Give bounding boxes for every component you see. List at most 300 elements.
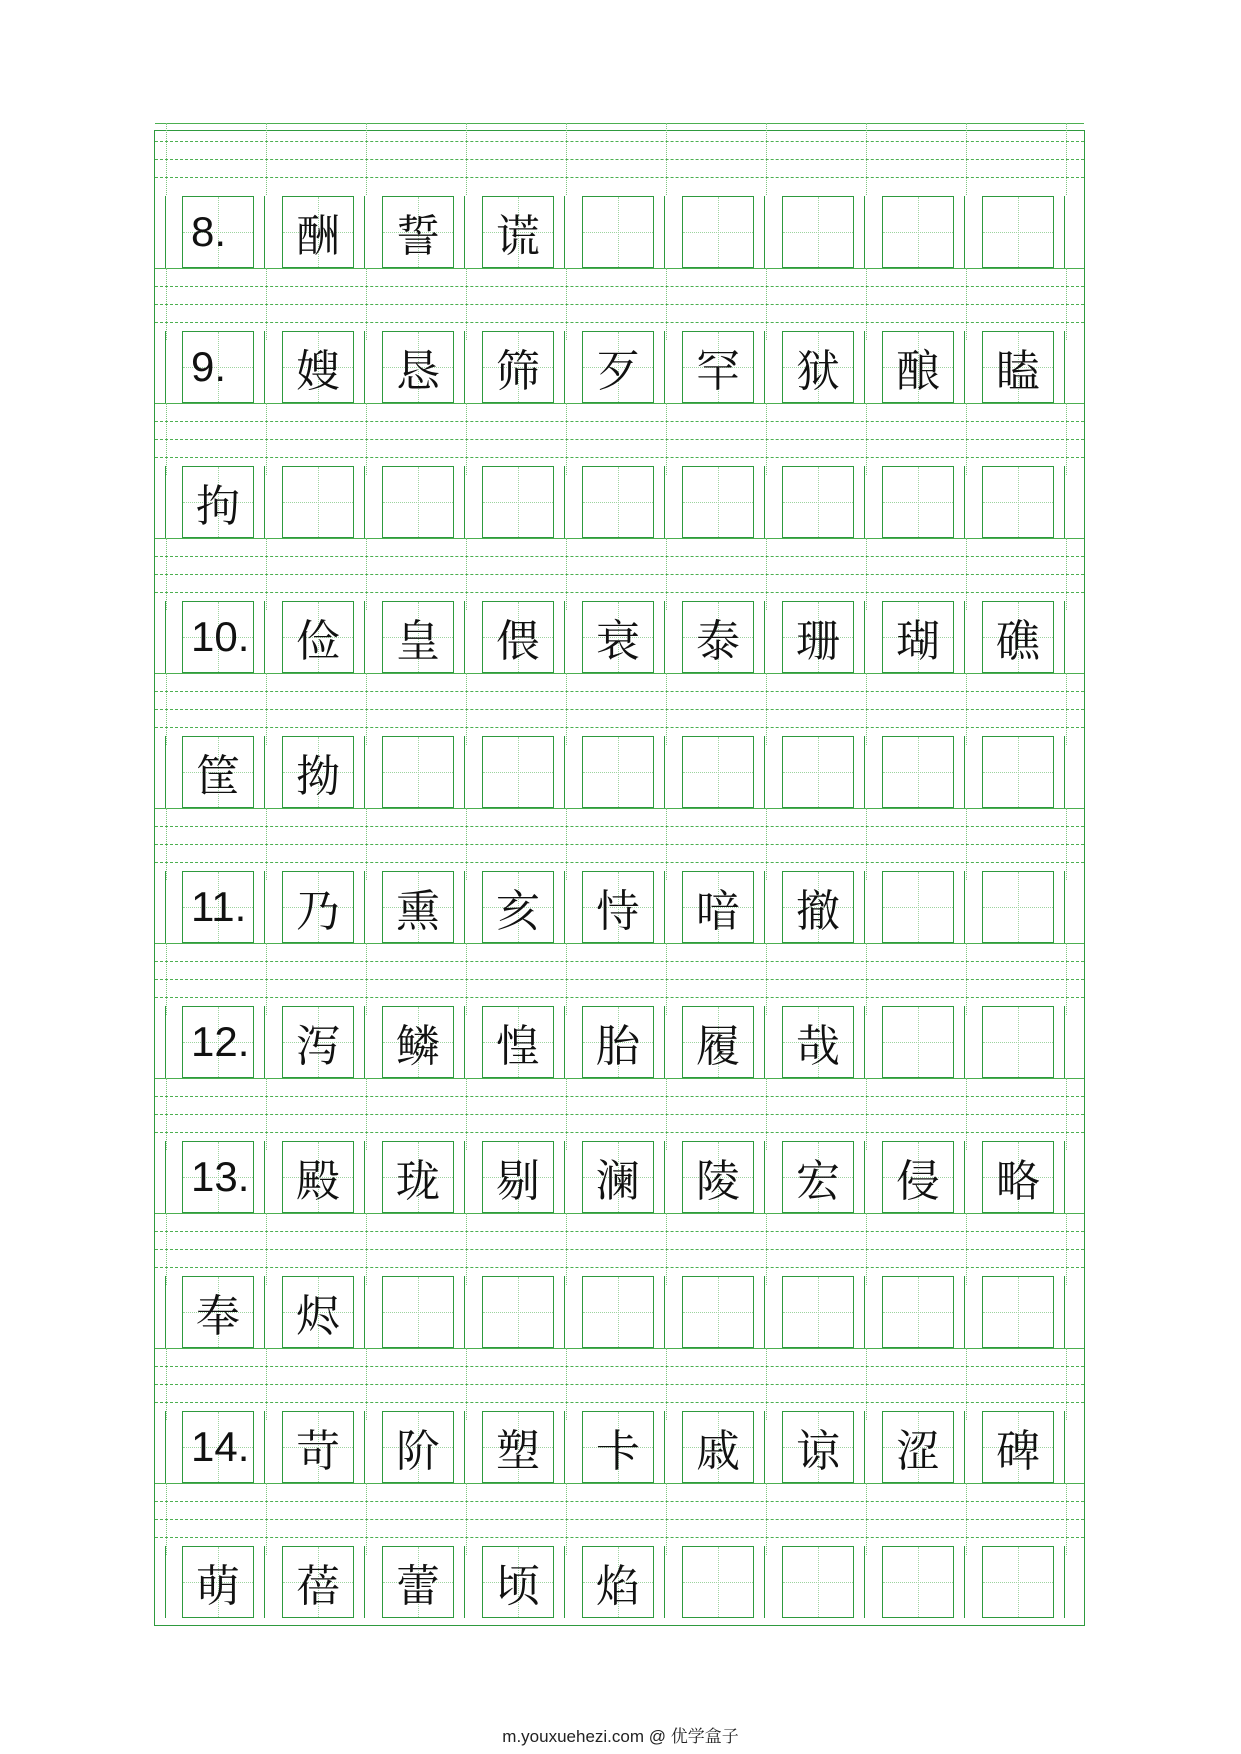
band-guide-line (466, 1213, 467, 1285)
tian-cell (982, 1546, 1054, 1618)
band-guide-line (1066, 1078, 1067, 1150)
tian-cell (882, 331, 954, 403)
band-guide-line (766, 1348, 767, 1420)
strip-line (664, 1006, 665, 1078)
hanzi-char: 狱 (796, 346, 840, 397)
row-number: 13. (191, 1153, 250, 1200)
hanzi-char: 泻 (296, 1021, 340, 1072)
band-guide-line (966, 1348, 967, 1420)
strip-line (864, 736, 865, 808)
band-guide-line (155, 844, 1084, 845)
tian-cell (982, 1411, 1054, 1483)
strip-line (664, 601, 665, 673)
strip-line (464, 1141, 465, 1213)
band-guide-line (966, 1213, 967, 1285)
spacer-band (155, 808, 1084, 880)
band-guide-line (155, 673, 1084, 674)
hanzi-char (483, 467, 553, 537)
band-guide-line (1066, 123, 1067, 195)
tian-cell (582, 871, 654, 943)
band-guide-line (155, 177, 1084, 178)
strip-line (264, 196, 265, 268)
hanzi-char (483, 737, 553, 807)
tian-cell (582, 1006, 654, 1078)
hanzi-char: 瞌 (996, 346, 1040, 397)
tian-cell (182, 1141, 254, 1213)
band-guide-line (566, 1483, 567, 1555)
tian-cell (882, 196, 954, 268)
strip-line (364, 601, 365, 673)
spacer-band (155, 1348, 1084, 1420)
strip-line (764, 196, 765, 268)
tian-cell (782, 331, 854, 403)
tian-cell (582, 1411, 654, 1483)
strip-line (165, 1276, 166, 1348)
band-guide-line (1066, 943, 1067, 1015)
hanzi-char (783, 467, 853, 537)
row-number: 8. (191, 208, 227, 255)
band-guide-line (666, 1483, 667, 1555)
strip-line (664, 1411, 665, 1483)
tian-cell (382, 331, 454, 403)
tian-cell (682, 871, 754, 943)
tian-cell (882, 736, 954, 808)
tian-cell (282, 1411, 354, 1483)
row-number: 14. (191, 1423, 250, 1470)
strip-line (664, 331, 665, 403)
band-guide-line (155, 304, 1084, 305)
tian-cell (982, 1006, 1054, 1078)
strip-line (564, 466, 565, 538)
band-guide-line (566, 123, 567, 195)
hanzi-char (883, 737, 953, 807)
band-guide-line (166, 1483, 167, 1555)
band-guide-line (666, 538, 667, 610)
band-guide-line (155, 1519, 1084, 1520)
spacer-band (155, 1213, 1084, 1285)
strip-line (664, 196, 665, 268)
hanzi-char: 皇 (396, 616, 440, 667)
spacer-band (155, 268, 1084, 340)
tian-cell (482, 196, 554, 268)
hanzi-char: 烬 (296, 1291, 340, 1342)
tian-cell (882, 1276, 954, 1348)
band-guide-line (566, 1348, 567, 1420)
strip-line (964, 1276, 965, 1348)
strip-line (165, 466, 166, 538)
tian-cell (282, 1141, 354, 1213)
practice-grid-sheet (154, 130, 1085, 1626)
strip-line (364, 736, 365, 808)
strip-line (364, 1141, 365, 1213)
strip-line (964, 736, 965, 808)
band-guide-line (766, 538, 767, 610)
hanzi-char (983, 872, 1053, 942)
tian-cell (782, 871, 854, 943)
hanzi-char: 戚 (696, 1426, 740, 1477)
band-guide-line (466, 538, 467, 610)
strip-line (764, 736, 765, 808)
tian-cell (882, 1411, 954, 1483)
hanzi-char (983, 1277, 1053, 1347)
band-guide-line (155, 403, 1084, 404)
hanzi-char (883, 1007, 953, 1077)
writing-row (155, 1546, 1084, 1618)
hanzi-char: 歹 (596, 346, 640, 397)
tian-cell (482, 736, 554, 808)
band-guide-line (466, 943, 467, 1015)
band-guide-line (155, 1096, 1084, 1097)
tian-cell (682, 601, 754, 673)
band-guide-line (666, 943, 667, 1015)
hanzi-char: 萌 (196, 1561, 240, 1612)
band-guide-line (766, 673, 767, 745)
strip-line (464, 736, 465, 808)
band-guide-line (366, 268, 367, 340)
hanzi-char: 拘 (196, 481, 240, 532)
hanzi-char: 筐 (196, 751, 240, 802)
hanzi-char (983, 737, 1053, 807)
band-guide-line (966, 673, 967, 745)
band-guide-line (155, 123, 1084, 124)
band-guide-line (866, 673, 867, 745)
footer-watermark: m.youxuehezi.com @ 优学盒子 (502, 1727, 739, 1746)
band-guide-line (155, 159, 1084, 160)
strip-line (364, 1546, 365, 1618)
hanzi-char (983, 467, 1053, 537)
strip-line (464, 1411, 465, 1483)
tian-cell (282, 1006, 354, 1078)
band-guide-line (166, 673, 167, 745)
strip-line (664, 466, 665, 538)
hanzi-char (383, 737, 453, 807)
band-guide-line (866, 1483, 867, 1555)
tian-cell (482, 871, 554, 943)
tian-cell (782, 601, 854, 673)
band-guide-line (866, 268, 867, 340)
strip-line (864, 331, 865, 403)
band-guide-line (266, 538, 267, 610)
tian-cell (382, 1276, 454, 1348)
band-guide-line (566, 403, 567, 475)
hanzi-char: 泰 (696, 616, 740, 667)
strip-line (165, 736, 166, 808)
spacer-band (155, 943, 1084, 1015)
strip-line (165, 601, 166, 673)
band-guide-line (155, 1483, 1084, 1484)
tian-cell (682, 1546, 754, 1618)
tian-cell (682, 736, 754, 808)
band-guide-line (166, 1348, 167, 1420)
band-guide-line (566, 673, 567, 745)
tian-cell (382, 196, 454, 268)
hanzi-char (383, 1277, 453, 1347)
tian-cell (282, 466, 354, 538)
tian-cell (982, 1141, 1054, 1213)
strip-line (1064, 1141, 1065, 1213)
band-guide-line (566, 1213, 567, 1285)
hanzi-char (983, 197, 1053, 267)
strip-line (464, 1276, 465, 1348)
hanzi-char: 拗 (296, 751, 340, 802)
hanzi-char (883, 1547, 953, 1617)
band-guide-line (366, 673, 367, 745)
strip-line (564, 871, 565, 943)
strip-line (864, 466, 865, 538)
strip-line (664, 871, 665, 943)
band-guide-line (266, 268, 267, 340)
strip-line (964, 1006, 965, 1078)
strip-line (1064, 1006, 1065, 1078)
tian-cell (382, 1006, 454, 1078)
band-guide-line (566, 1078, 567, 1150)
strip-line (1064, 1411, 1065, 1483)
writing-row (155, 601, 1084, 673)
band-guide-line (966, 403, 967, 475)
strip-line (364, 196, 365, 268)
writing-row (155, 736, 1084, 808)
strip-line (664, 1546, 665, 1618)
tian-cell (182, 1006, 254, 1078)
band-guide-line (766, 943, 767, 1015)
strip-line (764, 871, 765, 943)
hanzi-char: 履 (696, 1021, 740, 1072)
band-guide-line (666, 1348, 667, 1420)
hanzi-char: 罕 (696, 346, 740, 397)
row-number: 11. (191, 883, 247, 930)
tian-cell (682, 466, 754, 538)
hanzi-char: 酬 (296, 211, 340, 262)
tian-cell (182, 871, 254, 943)
hanzi-char: 偎 (496, 616, 540, 667)
band-guide-line (766, 1483, 767, 1555)
hanzi-char: 宏 (796, 1156, 840, 1207)
hanzi-char (583, 467, 653, 537)
band-guide-line (966, 943, 967, 1015)
band-guide-line (466, 1078, 467, 1150)
tian-cell (882, 601, 954, 673)
strip-line (764, 1006, 765, 1078)
tian-cell (582, 1276, 654, 1348)
strip-line (964, 601, 965, 673)
hanzi-char: 嫂 (296, 346, 340, 397)
hanzi-char (883, 1277, 953, 1347)
tian-cell (482, 1546, 554, 1618)
band-guide-line (366, 808, 367, 880)
band-guide-line (866, 943, 867, 1015)
tian-cell (382, 601, 454, 673)
band-guide-line (155, 862, 1084, 863)
band-guide-line (966, 808, 967, 880)
strip-line (964, 196, 965, 268)
band-guide-line (155, 1384, 1084, 1385)
tian-cell (282, 1546, 354, 1618)
row-number: 9. (191, 343, 227, 390)
band-guide-line (155, 1501, 1084, 1502)
hanzi-char: 恳 (396, 346, 440, 397)
band-guide-line (166, 538, 167, 610)
writing-row (155, 871, 1084, 943)
hanzi-char: 撤 (796, 886, 840, 937)
tian-cell (782, 1411, 854, 1483)
band-guide-line (566, 538, 567, 610)
band-guide-line (666, 808, 667, 880)
band-guide-line (866, 808, 867, 880)
tian-cell (882, 1546, 954, 1618)
writing-row (155, 1006, 1084, 1078)
strip-line (165, 196, 166, 268)
strip-line (264, 1141, 265, 1213)
strip-line (964, 1546, 965, 1618)
spacer-band (155, 403, 1084, 475)
hanzi-char: 珊 (796, 616, 840, 667)
strip-line (564, 1141, 565, 1213)
strip-line (165, 871, 166, 943)
band-guide-line (366, 538, 367, 610)
band-guide-line (155, 727, 1084, 728)
band-guide-line (166, 1213, 167, 1285)
band-guide-line (1066, 1213, 1067, 1285)
hanzi-char (583, 197, 653, 267)
band-guide-line (766, 1078, 767, 1150)
tian-cell (182, 736, 254, 808)
tian-cell (182, 1546, 254, 1618)
strip-line (1064, 1276, 1065, 1348)
band-guide-line (266, 1348, 267, 1420)
tian-cell (182, 466, 254, 538)
band-guide-line (166, 1078, 167, 1150)
band-guide-line (155, 997, 1084, 998)
strip-line (764, 1276, 765, 1348)
strip-line (264, 466, 265, 538)
tian-cell (182, 196, 254, 268)
band-guide-line (266, 673, 267, 745)
tian-cell (982, 1276, 1054, 1348)
hanzi-char: 侵 (896, 1156, 940, 1207)
hanzi-char: 略 (996, 1156, 1040, 1207)
tian-cell (582, 331, 654, 403)
band-guide-line (666, 673, 667, 745)
band-guide-line (155, 709, 1084, 710)
spacer-band (155, 1078, 1084, 1150)
strip-line (464, 331, 465, 403)
hanzi-char: 殿 (296, 1156, 340, 1207)
band-guide-line (166, 268, 167, 340)
tian-cell (482, 1276, 554, 1348)
strip-line (664, 1141, 665, 1213)
tian-cell (282, 871, 354, 943)
strip-line (364, 1411, 365, 1483)
band-guide-line (155, 1132, 1084, 1133)
band-guide-line (766, 403, 767, 475)
strip-line (165, 1411, 166, 1483)
band-guide-line (366, 1213, 367, 1285)
tian-cell (982, 466, 1054, 538)
hanzi-char: 誓 (396, 211, 440, 262)
tian-cell (582, 1546, 654, 1618)
band-guide-line (155, 574, 1084, 575)
strip-line (464, 871, 465, 943)
band-guide-line (166, 123, 167, 195)
band-guide-line (766, 808, 767, 880)
strip-line (664, 1276, 665, 1348)
tian-cell (682, 1276, 754, 1348)
band-guide-line (666, 403, 667, 475)
strip-line (964, 1141, 965, 1213)
hanzi-char: 塑 (496, 1426, 540, 1477)
hanzi-char: 鳞 (396, 1021, 440, 1072)
strip-line (964, 466, 965, 538)
tian-cell (582, 601, 654, 673)
band-guide-line (266, 808, 267, 880)
band-guide-line (866, 538, 867, 610)
hanzi-char: 苛 (296, 1426, 340, 1477)
band-guide-line (466, 403, 467, 475)
spacer-band (155, 1483, 1084, 1555)
band-guide-line (266, 1213, 267, 1285)
hanzi-char (683, 1277, 753, 1347)
strip-line (264, 1006, 265, 1078)
tian-cell (482, 601, 554, 673)
strip-line (1064, 871, 1065, 943)
band-guide-line (966, 268, 967, 340)
strip-line (564, 1411, 565, 1483)
band-guide-line (966, 1483, 967, 1555)
strip-line (564, 196, 565, 268)
band-guide-line (466, 673, 467, 745)
hanzi-char: 涩 (896, 1426, 940, 1477)
hanzi-char (683, 737, 753, 807)
hanzi-char: 谎 (496, 211, 540, 262)
writing-row (155, 331, 1084, 403)
strip-line (1064, 736, 1065, 808)
strip-line (864, 1546, 865, 1618)
tian-cell (482, 1141, 554, 1213)
band-guide-line (1066, 403, 1067, 475)
tian-cell (782, 1006, 854, 1078)
strip-line (564, 601, 565, 673)
band-guide-line (266, 943, 267, 1015)
strip-line (964, 871, 965, 943)
tian-cell (582, 196, 654, 268)
tian-cell (682, 331, 754, 403)
strip-line (464, 466, 465, 538)
hanzi-char (783, 1277, 853, 1347)
hanzi-char (483, 1277, 553, 1347)
band-guide-line (766, 123, 767, 195)
band-guide-line (466, 808, 467, 880)
strip-line (364, 466, 365, 538)
hanzi-char (783, 197, 853, 267)
spacer-band (155, 123, 1084, 195)
tian-cell (882, 466, 954, 538)
strip-line (564, 736, 565, 808)
strip-line (364, 1276, 365, 1348)
strip-line (864, 1006, 865, 1078)
band-guide-line (155, 538, 1084, 539)
band-guide-line (166, 403, 167, 475)
tian-cell (782, 1141, 854, 1213)
hanzi-char: 酿 (896, 346, 940, 397)
tian-cell (382, 1546, 454, 1618)
strip-line (764, 466, 765, 538)
strip-line (864, 196, 865, 268)
band-guide-line (155, 421, 1084, 422)
hanzi-char (683, 1547, 753, 1617)
band-guide-line (366, 1078, 367, 1150)
row-number: 10. (191, 613, 250, 660)
hanzi-char: 衰 (596, 616, 640, 667)
